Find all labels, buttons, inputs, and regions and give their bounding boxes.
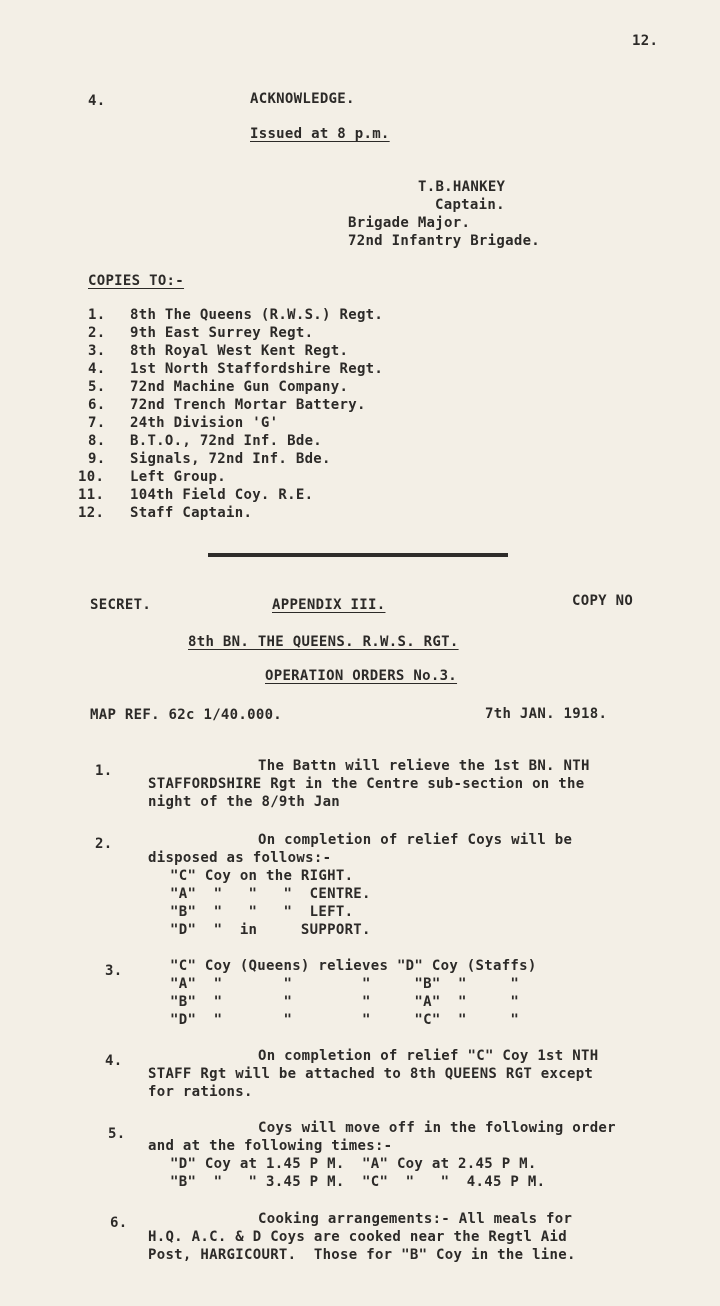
paragraph-number: 2. xyxy=(95,836,113,852)
paragraph-line: "B" " " " LEFT. xyxy=(170,904,354,920)
paragraph-line: H.Q. A.C. & D Coys are cooked near the Regtl Aid xyxy=(148,1229,567,1245)
paragraph-line: "D" " " " "C" " " xyxy=(170,1012,520,1028)
paragraph-line: On completion of relief "C" Coy 1st NTH xyxy=(258,1048,599,1064)
paragraph-line: "B" " " " "A" " " xyxy=(170,994,520,1010)
section-divider xyxy=(208,553,508,557)
copy-number: 8. xyxy=(88,433,106,449)
copy-number: 2. xyxy=(88,325,106,341)
paragraph-line: "D" " in SUPPORT. xyxy=(170,922,371,938)
paragraph-line: Cooking arrangements:- All meals for xyxy=(258,1211,573,1227)
copy-number: 1. xyxy=(88,307,106,323)
copies-heading: COPIES TO:- xyxy=(88,273,185,289)
map-reference: MAP REF. 62c 1/40.000. xyxy=(90,707,283,723)
paragraph-number: 5. xyxy=(108,1126,126,1142)
issued-time: Issued at 8 p.m. xyxy=(250,126,390,142)
paragraph-line: On completion of relief Coys will be xyxy=(258,832,573,848)
copy-recipient: Left Group. xyxy=(130,469,227,485)
copy-number: 3. xyxy=(88,343,106,359)
acknowledge-line: ACKNOWLEDGE. xyxy=(250,91,355,107)
paragraph-line: "C" Coy on the RIGHT. xyxy=(170,868,354,884)
copy-number: 6. xyxy=(88,397,106,413)
copy-number: 9. xyxy=(88,451,106,467)
paragraph-number: 1. xyxy=(95,763,113,779)
copy-recipient: 8th Royal West Kent Regt. xyxy=(130,343,349,359)
copy-number: 7. xyxy=(88,415,106,431)
copy-number: 10. xyxy=(78,469,105,485)
copy-recipient: 1st North Staffordshire Regt. xyxy=(130,361,384,377)
paragraph-line: STAFFORDSHIRE Rgt in the Centre sub-section on the xyxy=(148,776,585,792)
order-date: 7th JAN. 1918. xyxy=(485,706,608,722)
appendix-title: APPENDIX III. xyxy=(272,597,386,613)
paragraph-line: Post, HARGICOURT. Those for "B" Coy in the line. xyxy=(148,1247,576,1263)
page-number: 12. xyxy=(632,33,659,49)
copy-number: 12. xyxy=(78,505,105,521)
paragraph-line: "A" " " " CENTRE. xyxy=(170,886,371,902)
battalion-title: 8th BN. THE QUEENS. R.W.S. RGT. xyxy=(188,634,459,650)
copy-number: 4. xyxy=(88,361,106,377)
paragraph-line: disposed as follows:- xyxy=(148,850,332,866)
copy-recipient: Signals, 72nd Inf. Bde. xyxy=(130,451,331,467)
copy-number: 11. xyxy=(78,487,105,503)
paragraph-line: Coys will move off in the following order xyxy=(258,1120,616,1136)
paragraph-line: and at the following times:- xyxy=(148,1138,393,1154)
paragraph-line: for rations. xyxy=(148,1084,253,1100)
copy-recipient: 8th The Queens (R.W.S.) Regt. xyxy=(130,307,384,323)
signature-role: Brigade Major. xyxy=(348,215,471,231)
operation-orders-title: OPERATION ORDERS No.3. xyxy=(265,668,458,684)
copy-recipient: 72nd Trench Mortar Battery. xyxy=(130,397,366,413)
paragraph-line: night of the 8/9th Jan xyxy=(148,794,341,810)
paragraph-line: The Battn will relieve the 1st BN. NTH xyxy=(258,758,590,774)
secret-label: SECRET. xyxy=(90,597,152,613)
copy-recipient: B.T.O., 72nd Inf. Bde. xyxy=(130,433,323,449)
copy-recipient: 9th East Surrey Regt. xyxy=(130,325,314,341)
paragraph-number: 3. xyxy=(105,963,123,979)
paragraph-line: "A" " " " "B" " " xyxy=(170,976,520,992)
signature-name: T.B.HANKEY xyxy=(418,179,506,195)
copy-recipient: Staff Captain. xyxy=(130,505,253,521)
copy-recipient: 24th Division 'G' xyxy=(130,415,279,431)
paragraph-line: "D" Coy at 1.45 P M. "A" Coy at 2.45 P M. xyxy=(170,1156,537,1172)
paragraph-number: 4. xyxy=(105,1053,123,1069)
copy-number: 5. xyxy=(88,379,106,395)
paragraph-line: "C" Coy (Queens) relieves "D" Coy (Staffs) xyxy=(170,958,537,974)
paragraph-number: 4. xyxy=(88,93,106,109)
copy-recipient: 72nd Machine Gun Company. xyxy=(130,379,349,395)
paragraph-line: "B" " " 3.45 P M. "C" " " 4.45 P M. xyxy=(170,1174,546,1190)
paragraph-line: STAFF Rgt will be attached to 8th QUEENS RGT except xyxy=(148,1066,594,1082)
signature-rank: Captain. xyxy=(435,197,505,213)
copy-recipient: 104th Field Coy. R.E. xyxy=(130,487,314,503)
signature-unit: 72nd Infantry Brigade. xyxy=(348,233,541,249)
paragraph-number: 6. xyxy=(110,1215,128,1231)
copy-number-label: COPY NO xyxy=(572,593,634,609)
